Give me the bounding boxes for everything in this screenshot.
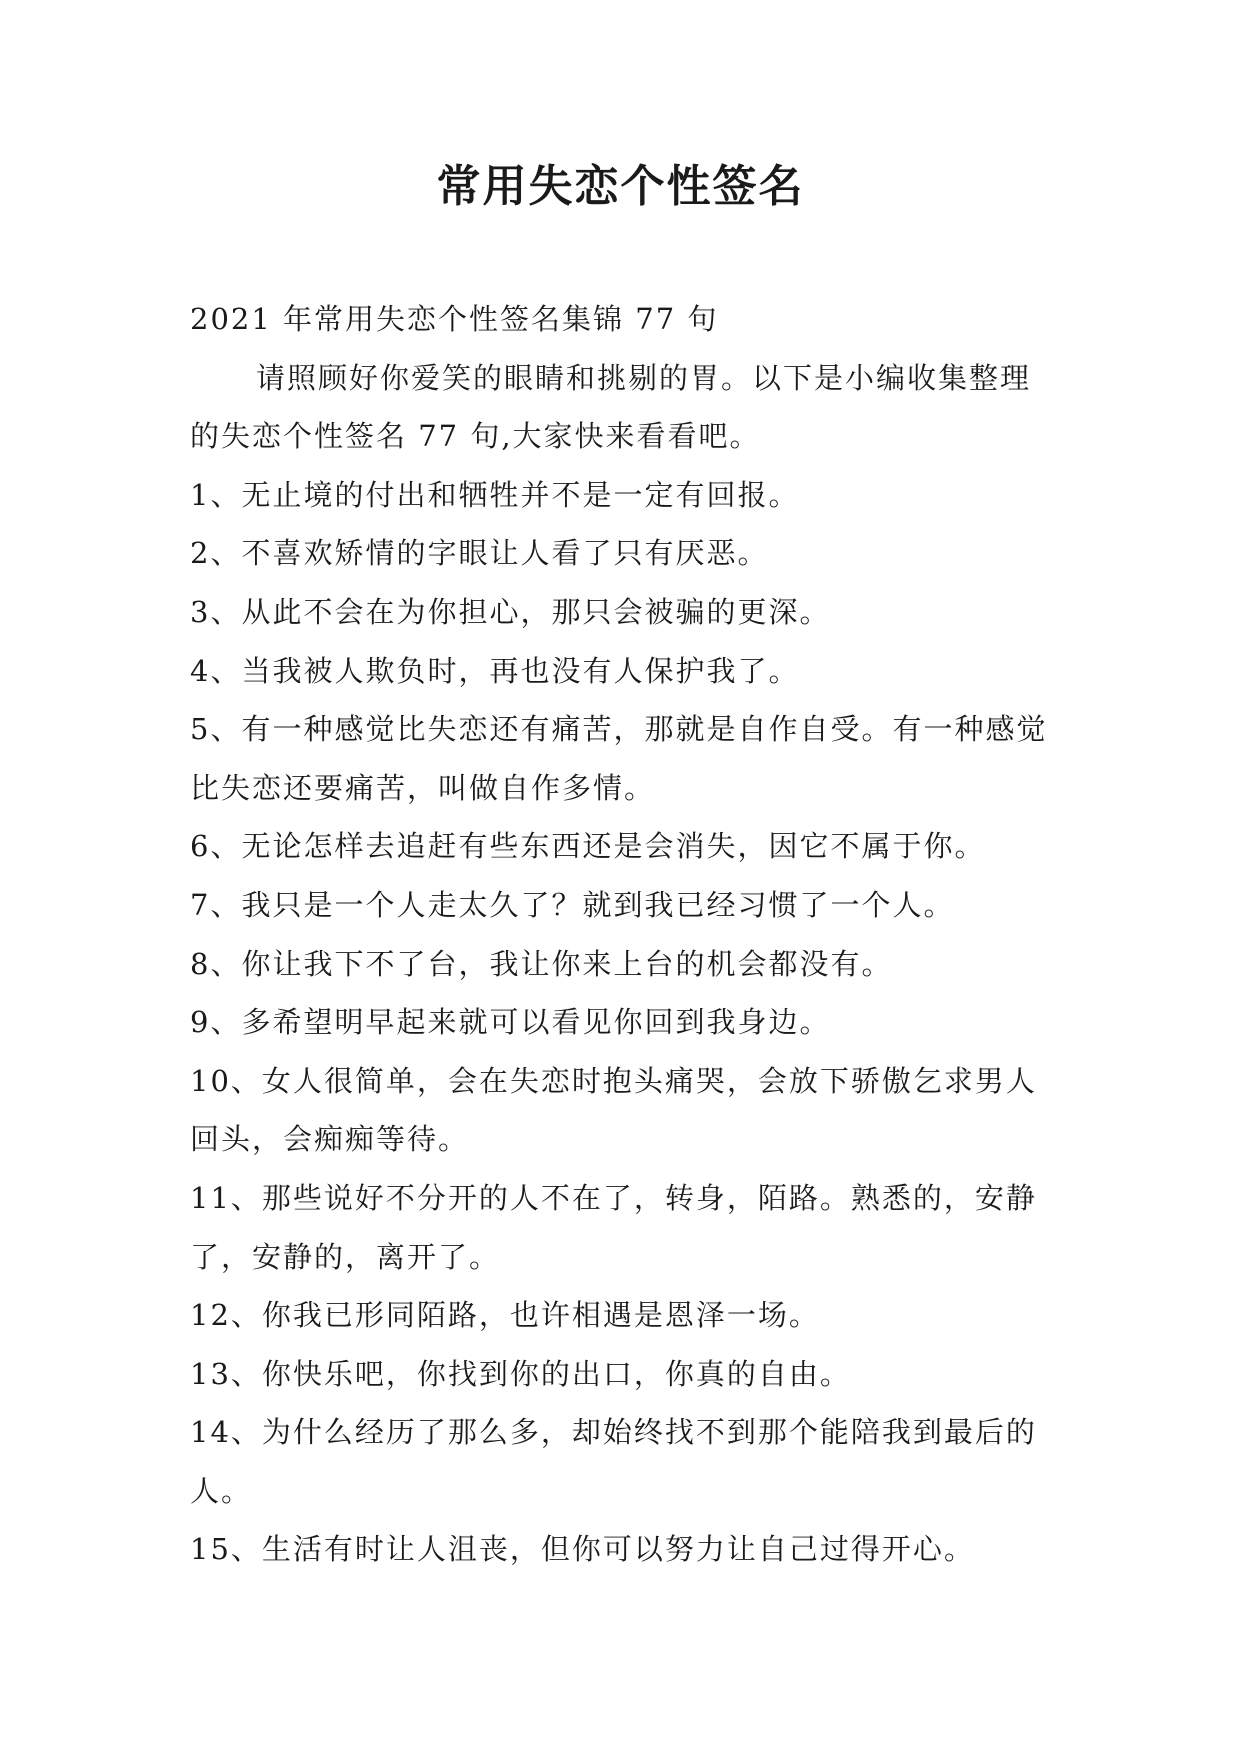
signature-item-12: 12、你我已形同陌路，也许相遇是恩泽一场。	[190, 1298, 820, 1333]
signature-item-2: 2、不喜欢矫情的字眼让人看了只有厌恶。	[190, 536, 769, 571]
signature-item-13: 13、你快乐吧，你找到你的出口，你真的自由。	[190, 1356, 851, 1391]
signature-item-9: 9、多希望明早起来就可以看见你回到我身边。	[190, 1005, 831, 1040]
signature-item-15: 15、生活有时让人沮丧，但你可以努力让自己过得开心。	[190, 1532, 975, 1567]
signature-item-4: 4、当我被人欺负时，再也没有人保护我了。	[190, 653, 800, 688]
collection-heading: 2021 年常用失恋个性签名集锦 77 句	[190, 302, 719, 336]
signature-item-8: 8、你让我下不了台，我让你来上台的机会都没有。	[190, 946, 893, 981]
signature-item-3: 3、从此不会在为你担心，那只会被骗的更深。	[190, 594, 831, 629]
signature-item-14: 14、为什么经历了那么多，却始终找不到那个能陪我到最后的人。	[190, 1415, 1037, 1508]
signature-item-5: 5、有一种感觉比失恋还有痛苦，那就是自作自受。有一种感觉比失恋还要痛苦，叫做自作多情。	[190, 712, 1048, 805]
signature-item-10: 10、女人很简单，会在失恋时抱头痛哭，会放下骄傲乞求男人回头，会痴痴等待。	[190, 1063, 1037, 1157]
document-body	[190, 290, 1050, 1579]
intro-paragraph: 请照顾好你爱笑的眼睛和挑剔的胃。以下是小编收集整理的失恋个性签名 77 句,大家快来看看吧。	[190, 360, 1032, 454]
document-title: 常用失恋个性签名	[436, 161, 805, 212]
signature-item-11: 11、那些说好不分开的人不在了，转身，陌路。熟悉的，安静了，安静的，离开了。	[190, 1180, 1037, 1274]
signature-item-6: 6、无论怎样去追赶有些东西还是会消失，因它不属于你。	[190, 829, 986, 864]
signature-item-1: 1、无止境的付出和牺牲并不是一定有回报。	[190, 477, 800, 512]
signature-item-7: 7、我只是一个人走太久了？就到我已经习惯了一个人。	[190, 887, 955, 922]
